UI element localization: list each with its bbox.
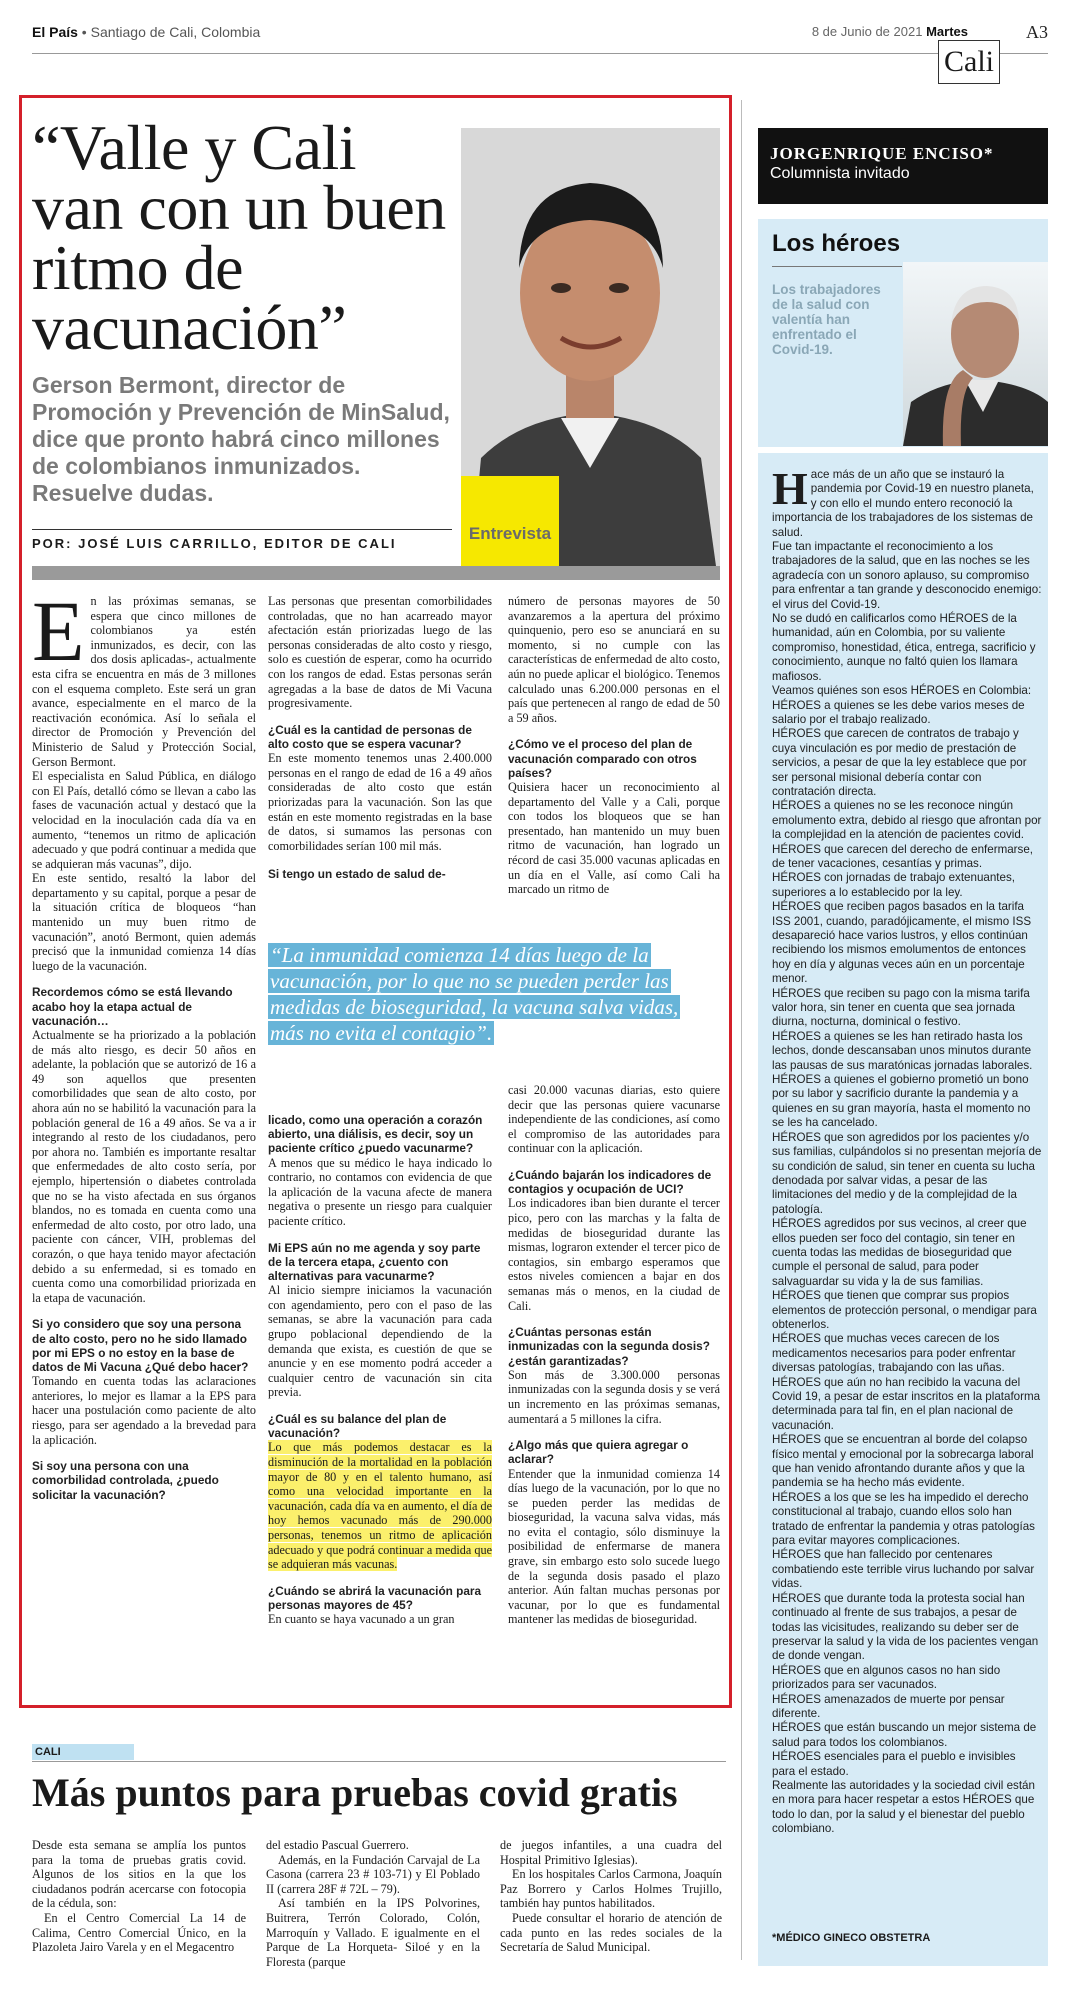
paper-name: El País <box>32 24 78 40</box>
issue-date: 8 de Junio de 2021 <box>811 24 923 39</box>
interview-tag <box>461 476 559 566</box>
bottom-story-headline: Más puntos para pruebas covid gratis <box>32 1770 678 1815</box>
opinion-paragraph: HÉROES con jornadas de trabajo extenuantes, superiores a lo establecido por la ley. <box>772 871 1015 899</box>
paragraph: En los hospitales Carlos Carmona, Joaquín Paz Borrero y Carlos Holmes Trujillo, también hay puntos habilitados. <box>500 1867 722 1911</box>
interview-tag-label: Entrevista <box>468 524 552 543</box>
paragraph: Las personas que presentan comorbilidades controladas, que no han acarreado mayor afectación están priorizadas luego de las personas consideradas de alto costo y riesgo, solo es cuestión de esperar, como ha ocurrido con los rangos de edad. Estas personas serán agregadas a la base de datos de Mi Vacuna progresivamente. <box>268 594 492 711</box>
article-column-3-bottom <box>508 1083 720 1627</box>
drop-cap: E <box>32 583 85 679</box>
opinion-paragraph: HÉROES que aún no han recibido la vacuna del Covid 19, a pesar de estar inscritos en la plataforma determinada para tal fin, en el plan nacional de vacunación. <box>772 1375 1041 1432</box>
opinion-paragraph: HÉROES a quienes se les debe varios meses de salario por el trabajo realizado. <box>772 698 1025 726</box>
opinion-paragraph: HÉROES que reciben su pago con la misma tarifa valor hora, sin tener en cuenta que sea jornada diurna, nocturna, dominical o festivo. <box>772 986 1030 1029</box>
paragraph: El especialista en Salud Pública, en diálogo con El País, detalló cómo se llevan a cabo las fases de vacunación actual y destacó que la velocidad en la inoculación cada día va en aumento, “tenemos un ritmo de aplicación adecuado y que podrá continuar a medida que se adquieran más vacunas”, dijo. <box>32 769 256 871</box>
question: Mi EPS aún no me agenda y soy parte de la tercera etapa, ¿cuento con alternativas para vacunarme? <box>268 1240 481 1283</box>
highlighted-text: Lo que más podemos destacar es la disminución de la mortalidad en la población mayor de 80 y en el talento humano, así como una velocidad importante en la vacunación, cada día va en aumento, el día de hoy hemos vacunado más de 290.000 personas, tenemos un ritmo de aplicación adecuado y que podrá continuar a medida que se adquieran más vacunas. <box>268 1440 492 1572</box>
answer: A menos que su médico le haya indicado lo contrario, no contamos con evidencia de que la aplicación de la vacuna afecte de manera negativa o presente un riesgo para cualquier paciente crítico. <box>268 1155 492 1228</box>
question: Si soy una persona con una comorbilidad controlada, ¿puedo solicitar la vacunación? <box>32 1459 219 1502</box>
opinion-paragraph: HÉROES que son agredidos por los pacientes y/o sus familias, culpándolos si no presentan mejoría de su condición de salud, sin tener en cuenta su lucha denodada por salvar vidas, a pesar de las limitaciones del medio y de la complejidad de la patología. <box>772 1130 1042 1216</box>
article-subtitle: Gerson Bermont, director de Promoción y Prevención de MinSalud, dice que pronto habrá cinco millones de colombianos inmunizados. Resuelve dudas. <box>32 372 450 506</box>
opinion-paragraph: Veamos quiénes son esos HÉROES en Colombia: <box>772 684 1032 698</box>
paragraph: Puede consultar el horario de atención de cada punto en las redes sociales de la Secretaría de Salud Municipal. <box>500 1910 722 1955</box>
masthead-left: El País • Santiago de Cali, Colombia <box>32 24 261 40</box>
answer: Quisiera hacer un reconocimiento al departamento del Valle y a Cali, porque con todos los bloqueos que se han presentado, han mantenido un muy buen ritmo de vacunación, han logrado un récord de casi 35.000 vacunas aplicadas en un día en el Valle, así como Cali ha marcado un ritmo de <box>508 779 720 897</box>
opinion-lede: Los trabajadores de la salud con valentía han enfrentado el Covid-19. <box>772 282 881 357</box>
columnist-photo <box>903 262 1048 446</box>
question: Si yo considero que soy una persona de alto costo, pero no he sido llamado por mi EPS o no estoy en la base de datos de Mi Vacuna ¿Qué debo hacer? <box>32 1317 249 1374</box>
opinion-paragraph: HÉROES que carecen de contratos de trabajo y cuya vinculación es por medio de prestación de servicios, a pesar de que la ley establece que por ser personal misional debería contar con contratación directa. <box>772 727 1027 798</box>
opinion-paragraph: HÉROES a quienes no se les reconoce ningún emolumento extra, debido al riesgo que afrontan por la complejidad en la atención de pacientes covid. <box>772 799 1042 842</box>
answer: Actualmente se ha priorizado a la población de más alto riesgo, es decir 50 años en adelante, la población que se autorizó de 16 a 49 son aquellos que presenten comorbilidades que sean de alto costo, por ahora aún no se habilitó la vacunación para la población general de 16 a 49 años. Se va a ir integrando al resto de los ciudadanos, pero por ahora no. También es importante resaltar que enfermedades de alto costo sería, por ejemplo, hipertensión o diabetes controlada que no se ha visto afectada en sus órganos blandos, no es tomada en cuenta como una enfermedad de alto costo, por otro lado, una paciente con cáncer, VIH, problemas del corazón, o que haya tenido mayor afectación debido a su enfermedad, si es tomado en cuenta como una comorbilidad priorizada en la etapa de vacunación. <box>32 1028 256 1305</box>
answer: En este momento tenemos unas 2.400.000 personas en el rango de edad de 16 a 49 años consideradas de alto costo que están priorizadas para la vacunación. Son las que están en este momento registradas en la base de datos, si sumamos las personas con comorbilidades serían 100 mil más. <box>268 751 492 853</box>
opinion-paragraph: HÉROES que muchas veces carecen de los medicamentos necesarios para poder enfrentar diversas patologías, trabajando con las uñas. <box>772 1332 1016 1375</box>
question: ¿Cuál es su balance del plan de vacunación? <box>268 1411 447 1441</box>
article-byline: POR: JOSÉ LUIS CARRILLO, EDITOR DE CALI <box>32 529 452 551</box>
question: licado, como una operación a corazón abierto, una diálisis, es decir, soy un paciente crítico ¿puedo vacunarme? <box>268 1113 483 1156</box>
columnist-role: Columnista invitado <box>770 165 910 182</box>
answer: Tomando en cuenta todas las aclaraciones anteriores, lo mejor es llamar a la EPS para hacer una postulación como paciente de alto riesgo, para ser agendado a la brevedad para la aplicación. <box>32 1374 256 1447</box>
bottom-story-column-1 <box>32 1838 246 1955</box>
opinion-paragraph: HÉROES que se encuentran al borde del colapso físico mental y emocional por la sobrecarga laboral que han venido afrontando durante años y que la pandemia se ha hecho más evidente. <box>772 1433 1034 1490</box>
opinion-paragraph: HÉROES a quienes se les han retirado hasta los lechos, donde descansaban unos minutos durante las pausas de sus maratónicas jornadas laborales. <box>772 1029 1033 1072</box>
opinion-paragraph: HÉROES amenazados de muerte por pensar diferente. <box>772 1692 1005 1720</box>
article-column-1 <box>32 583 256 1502</box>
opinion-separator <box>758 447 1048 453</box>
paragraph: En este sentido, resaltó la labor del departamento y su capital, porque a pesar de la situación crítica de bloqueos “han mantenido un muy buen ritmo de vacunación”, anotó Bermont, quien además precisó que la inmunidad comienza 14 días luego de la vacunación. <box>32 871 256 973</box>
opinion-paragraph: Realmente las autoridades y la sociedad civil están en mora para hacer respetar a estos HÉROES que todo lo dan, por la salud y el bienestar del pueblo colombiano. <box>772 1778 1035 1836</box>
paragraph: número de personas mayores de 50 avanzaremos a la apertura del próximo quinquenio, pero eso se anunciará en su momento, si no cumple con las características de enfermedad de alto costo, aún no puede aplicar el biológico. Tenemos calculado unas 6.200.000 personas en el país que pertenecen al rango de edad de 50 a 59 años. <box>508 594 720 725</box>
header-divider <box>32 566 720 580</box>
answer: Al inicio siempre iniciamos la vacunación con agendamiento, pero con el paso de las semanas, se abre la vacunación para cada grupo poblacional dependiendo de la demanda que exista, es cuestión de que se anuncie y en ese momento podrá acceder a cualquier centro de vacunación sin cita previa. <box>268 1283 492 1400</box>
paragraph: de juegos infantiles, a una cuadra del Hospital Primitivo Iglesias). <box>500 1838 722 1867</box>
question: Si tengo un estado de salud de- <box>268 867 446 882</box>
bottom-story-category: CALI <box>32 1744 134 1760</box>
opinion-signature: *MÉDICO GINECO OBSTETRA <box>772 1932 931 1944</box>
opinion-paragraph: HÉROES a quienes el gobierno prometió un bono por su labor y sacrificio durante la pandemia y a quienes en su gran mayoría, hasta el momento no se les ha cancelado. <box>772 1073 1031 1130</box>
opinion-title-rule <box>772 266 902 267</box>
pull-quote-text: “La inmunidad comienza 14 días luego de la vacunación, por lo que no se pueden perder las medidas de bioseguridad, la vacuna salva vidas, más no evita el contagio”. <box>270 943 679 1045</box>
opinion-paragraph: Fue tan impactante el reconocimiento a los trabajadores de la salud, que en las noches se les agradecía con un sonoro aplauso, su compromiso para enfrentar a tan grande y desconocido enemigo: el virus del Covid-19. <box>772 540 1042 611</box>
opinion-paragraph: HÉROES que en algunos casos no han sido priorizados para ser vacunados. <box>772 1663 1001 1692</box>
paragraph: En el Centro Comercial La 14 de Calima, Centro Comercial Único, en la Plazoleta Jairo Varela y en el Megacentro <box>32 1910 246 1955</box>
opinion-paragraph: HÉROES que tienen que comprar sus propios elementos de protección personal, o mendigar para obtenerlos. <box>772 1289 1037 1331</box>
question: Recordemos cómo se está llevando acabo hoy la etapa actual de vacunación… <box>32 985 233 1028</box>
pull-quote <box>268 942 698 1046</box>
question: ¿Cuántas personas están inmunizadas con la segunda dosis? ¿están garantizadas? <box>508 1325 710 1368</box>
column-divider <box>741 100 742 1960</box>
paragraph: Además, en la Fundación Carvajal de La Casona (carrera 23 # 103-71) y El Poblado II (carrera 28F # 72L – 79). <box>266 1852 480 1896</box>
opinion-paragraph: HÉROES a los que se les ha impedido el derecho constitucional al trabajo, cuando ellos solo han tratado de enfrentar la pandemia y otras patologías para evitar mayores complicaciones. <box>772 1490 1035 1548</box>
opinion-paragraph: HÉROES esenciales para el pueblo e invisibles para el estado. <box>772 1750 1016 1778</box>
paper-location: Santiago de Cali, Colombia <box>90 24 261 40</box>
bottom-story-column-2 <box>266 1838 480 1969</box>
opinion-paragraph: HÉROES agredidos por sus vecinos, al creer que ellos pueden ser foco del contagio, sin tener en cuenta todas las medidas de bioseguridad que cumple el personal de salud, para poder salvaguardar su vida y la de sus familias. <box>772 1217 1027 1288</box>
answer: Los indicadores iban bien durante el tercer pico, pero con las marchas y la falta de medidas de bioseguridad durante las mismas, lograron extender el tercer pico de contagios, sin embargo esperamos que estos niveles comiencen a bajar en dos semanas más o menos, en la ciudad de Cali. <box>508 1196 720 1313</box>
question: ¿Cómo ve el proceso del plan de vacunación comparado con otros países? <box>508 737 697 780</box>
opinion-paragraph: HÉROES que carecen del derecho de enfermarse, de tener vacaciones, cesantías y primas. <box>772 842 1034 870</box>
opinion-paragraph: ace más de un año que se instauró la pandemia por Covid-19 en nuestro planeta, y con ello el mundo entero reconoció la importancia de los trabajadores de los sistemas de salud. <box>772 468 1034 539</box>
answer: Son más de 3.300.000 personas inmunizadas con la segunda dosis y se verá un incremento en las próximas semanas, aumentará a 5 millones la cifra. <box>508 1367 720 1426</box>
paragraph: del estadio Pascual Guerrero. <box>266 1838 409 1852</box>
answer: Entender que la inmunidad comienza 14 días luego de la vacunación, por lo que no se pueden perder las medidas de bioseguridad, la vacuna salva vidas, más no evita el contagio, sólo disminuye la posibilidad de enfermarse de manera grave, sin embargo esto solo sucede luego de la segunda dosis pasado el plazo anterior. Aún faltan muchas personas por vacunar, por lo que es fundamental mantener las medidas de bioseguridad. <box>508 1466 720 1627</box>
opinion-title: Los héroes <box>772 230 901 257</box>
columnist-name: JORGENRIQUE ENCISO* <box>770 144 994 163</box>
answer-highlighted <box>268 1440 492 1571</box>
question: ¿Cuándo se abrirá la vacunación para personas mayores de 45? <box>268 1583 482 1612</box>
columnist-header <box>758 128 1048 204</box>
opinion-paragraph: HÉROES que reciben pagos basados en la tarifa ISS 2001, cuando, paradójicamente, el mismo ISS desapareció hace varios lustros, y ellos continúan recibiendo los mismos emolumentos de entonces hoy en día y algunas veces aún en un porcentaje menor. <box>772 900 1032 986</box>
opinion-paragraph: No se dudó en calificarlos como HÉROES de la humanidad, aún en Colombia, por su valiente compromiso, honestidad, ética, entrega, sacrificio y conocimiento, aunque no faltó quien los llamara mafiosos. <box>772 612 1036 683</box>
paragraph: Desde esta semana se amplía los puntos para la toma de pruebas gratis covid. Algunos de los sitios en la que los ciudadanos podrán acercarse con fotocopia de la cédula, son: <box>32 1838 246 1911</box>
opinion-drop-cap: H <box>772 463 808 514</box>
opinion-body <box>772 463 1042 1837</box>
article-column-3-top <box>508 594 720 897</box>
opinion-paragraph: HÉROES que durante toda la protesta social han continuado al frente de sus trabajos, a pesar de todas las vicisitudes, realizando su deber ser de preservar la salud y la vida de los pacientes vengan de donde vengan. <box>772 1591 1039 1663</box>
answer: casi 20.000 vacunas diarias, esto quiere decir que las personas quiere vacunarse independiente de las condiciones, así como el compromiso de las autoridades para continuar con la aplicación. <box>508 1083 720 1156</box>
bottom-story-rule <box>32 1761 726 1762</box>
answer: En cuanto se haya vacunado a un gran <box>268 1612 455 1627</box>
page-number: A3 <box>1026 22 1048 42</box>
opinion-paragraph: HÉROES que están buscando un mejor sistema de salud para todos los colombianos. <box>772 1721 1037 1749</box>
opinion-paragraph: HÉROES que han fallecido por centenares combatiendo este terrible virus luchando por salvar vidas. <box>772 1548 1035 1591</box>
article-column-2-top <box>268 594 492 882</box>
paragraph: n las próximas semanas, se espera que cinco millones de colombianos ya estén inmunizados, es decir, con las dos dosis aplicadas-, actualmente esta cifra se encuentra en más de 3 millones con el esquema completo. Este será un gran avance, especialmente en el marco de la reactivación económica. Así lo señala el director de Promoción y Prevención del Ministerio de Salud y Protección Social, Gerson Bermont. <box>32 594 256 769</box>
question: ¿Cuándo bajarán los indicadores de contagios y ocupación de UCI? <box>508 1167 712 1197</box>
article-column-2-bottom <box>268 1113 492 1627</box>
bottom-story-column-3 <box>500 1838 722 1955</box>
section-label: Cali <box>938 40 1000 84</box>
masthead-date <box>812 24 968 39</box>
masthead <box>32 22 1048 54</box>
question: ¿Algo más que quiera agregar o aclarar? <box>508 1438 689 1467</box>
paragraph: Así también en la IPS Polvorines, Buitrera, Terrón Colorado, Colón, Marroquín y Vallado. E igualmente en el Parque de La Horqueta- Siloé y en la Floresta (parque <box>266 1896 480 1969</box>
question: ¿Cuál es la cantidad de personas de alto costo que se espera vacunar? <box>268 722 472 751</box>
issue-weekday: Martes <box>926 24 968 39</box>
article-headline: “Valle y Cali van con un buen ritmo de vacunación” <box>32 112 446 363</box>
